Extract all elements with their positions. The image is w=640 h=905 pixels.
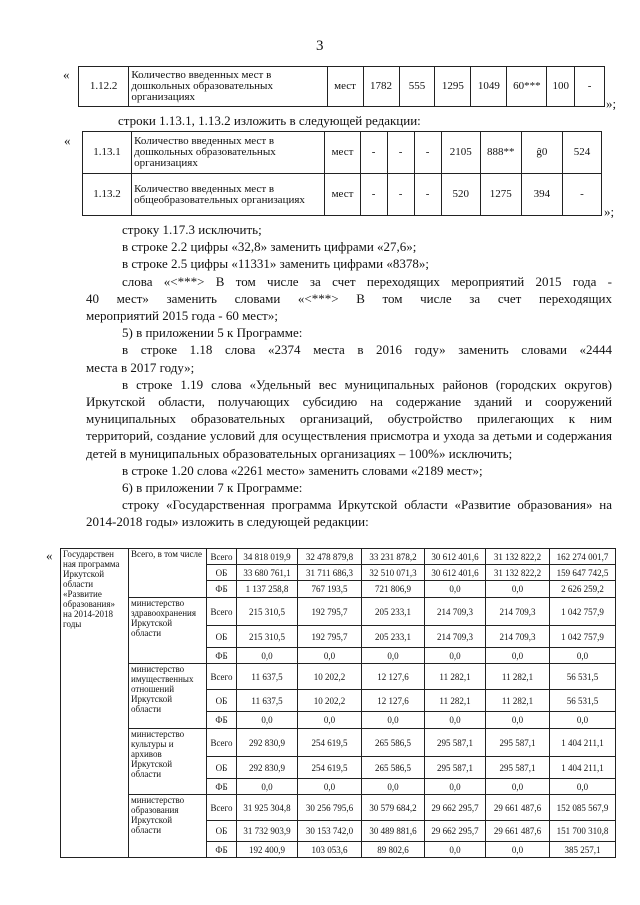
amount-cell: 0,0 [486, 842, 550, 858]
value-cell: 394 [521, 174, 562, 216]
amount-cell: 11 282,1 [486, 664, 550, 690]
amount-cell: 159 647 742,5 [550, 565, 616, 581]
funding-type-cell: ФБ [207, 581, 237, 598]
row-unit: мест [325, 132, 360, 174]
value-cell: - [360, 174, 387, 216]
paragraph: в строке 1.19 слова «Удельный вес муниципальных районов (городских округов) Иркутской области, получающих субсидию на содержание зданий и сооружений муниципальных образовательных организаций, обустройство прилегающих к ним территорий, создание условий для осуществления присмотра и ухода за детьми и содержания детей в муниципальных образовательных организациях – 100%» исключить; [86, 376, 612, 461]
amount-cell: 0,0 [486, 779, 550, 795]
amount-cell: 30 612 401,6 [425, 565, 486, 581]
amount-cell: 214 709,3 [486, 598, 550, 626]
amount-cell: 0,0 [425, 648, 486, 664]
paragraph-rows-intro: строки 1.13.1, 1.13.2 изложить в следующей редакции: [118, 113, 421, 128]
table-row [61, 664, 616, 690]
paragraph: 40 мест» заменить словами «<***> В том числе за счет переходящих [86, 290, 612, 306]
amount-cell: 1 404 211,1 [550, 757, 616, 779]
table-row [61, 598, 616, 626]
row-code: 1.12.2 [79, 67, 129, 107]
paragraph: мероприятий 2015 года - 60 мест»; [86, 308, 278, 324]
amount-cell: 767 193,5 [298, 581, 362, 598]
row-description: Количество введенных мест в дошкольных образовательных организациях [129, 67, 327, 107]
amount-cell: 0,0 [298, 712, 362, 729]
funding-type-cell: ФБ [207, 842, 237, 858]
amount-cell: 31 132 822,2 [486, 565, 550, 581]
amount-cell: 151 700 310,8 [550, 821, 616, 842]
amount-cell: 32 510 071,3 [362, 565, 425, 581]
amount-cell: 11 637,5 [237, 690, 298, 712]
amount-cell: 1 042 757,9 [550, 598, 616, 626]
value-cell: - [562, 174, 601, 216]
amount-cell: 215 310,5 [237, 598, 298, 626]
amount-cell: 0,0 [425, 842, 486, 858]
paragraph: строку 1.17.3 исключить; [122, 222, 262, 237]
amount-cell: 12 127,6 [362, 690, 425, 712]
amount-cell: 0,0 [237, 779, 298, 795]
funding-type-cell: Всего [207, 598, 237, 626]
table-row [79, 67, 605, 107]
amount-cell: 11 282,1 [425, 664, 486, 690]
amount-cell: 31 732 903,9 [237, 821, 298, 842]
table-row [61, 795, 616, 821]
value-cell: - [575, 67, 605, 107]
amount-cell: 152 085 567,9 [550, 795, 616, 821]
value-cell: ĝ0 [521, 132, 562, 174]
executor-cell: министерство образования Иркутской области [129, 795, 207, 858]
amount-cell: 254 619,5 [298, 757, 362, 779]
amount-cell: 2 626 259,2 [550, 581, 616, 598]
amount-cell: 265 586,5 [362, 729, 425, 757]
amount-cell: 11 637,5 [237, 664, 298, 690]
amount-cell: 1 404 211,1 [550, 729, 616, 757]
value-cell: - [387, 132, 414, 174]
executor-cell: министерство здравоохранения Иркутской области [129, 598, 207, 664]
funding-type-cell: ОБ [207, 565, 237, 581]
amount-cell: 0,0 [550, 712, 616, 729]
amount-cell: 215 310,5 [237, 626, 298, 648]
paragraph: места в 2017 году»; [86, 359, 195, 375]
amount-cell: 30 579 684,2 [362, 795, 425, 821]
amount-cell: 292 830,9 [237, 729, 298, 757]
row-unit: мест [325, 174, 360, 216]
amount-cell: 254 619,5 [298, 729, 362, 757]
amount-cell: 265 586,5 [362, 757, 425, 779]
funding-type-cell: ОБ [207, 690, 237, 712]
value-cell: 555 [399, 67, 435, 107]
quote-close: »; [604, 204, 615, 219]
page-number: 3 [316, 38, 324, 54]
paragraph: в строке 1.20 слова «2261 место» заменить словами «2189 мест»; [122, 462, 483, 478]
value-cell: - [414, 174, 441, 216]
paragraph: в строке 2.5 цифры «11331» заменить цифрами «8378»; [122, 256, 429, 272]
funding-type-cell: Всего [207, 664, 237, 690]
amount-cell: 0,0 [298, 779, 362, 795]
amount-cell: 721 806,9 [362, 581, 425, 598]
amount-cell: 30 153 742,0 [298, 821, 362, 842]
indicator-table-1-12-2 [78, 66, 605, 107]
amount-cell: 11 282,1 [486, 690, 550, 712]
amount-cell: 0,0 [362, 779, 425, 795]
paragraph: 5) в приложении 5 к Программе: [122, 325, 303, 341]
amount-cell: 0,0 [237, 712, 298, 729]
amount-cell: 29 661 487,6 [486, 821, 550, 842]
amount-cell: 103 053,6 [298, 842, 362, 858]
amount-cell: 0,0 [486, 712, 550, 729]
value-cell: 1049 [471, 67, 507, 107]
table-row [83, 174, 602, 216]
value-cell: - [387, 174, 414, 216]
quote-open: « [46, 548, 53, 563]
amount-cell: 214 709,3 [486, 626, 550, 648]
amount-cell: 1 042 757,9 [550, 626, 616, 648]
amount-cell: 10 202,2 [298, 664, 362, 690]
amount-cell: 34 818 019,9 [237, 549, 298, 565]
amount-cell: 0,0 [362, 648, 425, 664]
row-code: 1.13.1 [83, 132, 132, 174]
amount-cell: 33 231 878,2 [362, 549, 425, 565]
executor-cell: министерство имущественных отношений Иркутской области [129, 664, 207, 729]
value-cell: 60*** [507, 67, 547, 107]
amount-cell: 295 587,1 [486, 729, 550, 757]
amount-cell: 12 127,6 [362, 664, 425, 690]
table-row [61, 729, 616, 757]
amount-cell: 29 661 487,6 [486, 795, 550, 821]
amount-cell: 29 662 295,7 [425, 821, 486, 842]
amount-cell: 0,0 [550, 779, 616, 795]
amount-cell: 385 257,1 [550, 842, 616, 858]
table-row [61, 549, 616, 565]
value-cell: 1275 [480, 174, 521, 216]
paragraph: в строке 1.18 слова «2374 места в 2016 году» заменить словами «2444 [122, 342, 612, 358]
amount-cell: 32 478 879,8 [298, 549, 362, 565]
amount-cell: 0,0 [425, 779, 486, 795]
amount-cell: 30 256 795,6 [298, 795, 362, 821]
value-cell: 100 [547, 67, 575, 107]
amount-cell: 30 612 401,6 [425, 549, 486, 565]
program-name-cell: Государствен ная программа Иркутской области «Развитие образования» на 2014-2018 годы [61, 549, 129, 858]
paragraph: 6) в приложении 7 к Программе: [122, 480, 303, 496]
value-cell: 520 [441, 174, 480, 216]
row-description: Количество введенных мест в общеобразовательных организациях [132, 174, 325, 216]
amount-cell: 192 795,7 [298, 626, 362, 648]
funding-type-cell: ОБ [207, 626, 237, 648]
amendment-text [86, 221, 612, 531]
amount-cell: 31 132 822,2 [486, 549, 550, 565]
table-row [83, 132, 602, 174]
quote-close: »; [606, 96, 617, 111]
amount-cell: 33 680 761,1 [237, 565, 298, 581]
amount-cell: 162 274 001,7 [550, 549, 616, 565]
funding-type-cell: ФБ [207, 648, 237, 664]
amount-cell: 192 400,9 [237, 842, 298, 858]
funding-type-cell: Всего [207, 795, 237, 821]
amount-cell: 0,0 [550, 648, 616, 664]
amount-cell: 56 531,5 [550, 664, 616, 690]
row-code: 1.13.2 [83, 174, 132, 216]
amount-cell: 1 137 258,8 [237, 581, 298, 598]
value-cell: 1782 [363, 67, 399, 107]
amount-cell: 89 802,6 [362, 842, 425, 858]
amount-cell: 29 662 295,7 [425, 795, 486, 821]
indicator-table-1-13 [82, 131, 602, 216]
amount-cell: 31 711 686,3 [298, 565, 362, 581]
executor-cell: Всего, в том числе [129, 549, 207, 598]
value-cell: - [414, 132, 441, 174]
program-budget-table [60, 548, 616, 858]
amount-cell: 292 830,9 [237, 757, 298, 779]
amount-cell: 214 709,3 [425, 598, 486, 626]
amount-cell: 0,0 [486, 581, 550, 598]
amount-cell: 0,0 [298, 648, 362, 664]
amount-cell: 0,0 [425, 712, 486, 729]
executor-cell: министерство культуры и архивов Иркутской области [129, 729, 207, 795]
quote-open: « [64, 133, 71, 148]
row-unit: мест [327, 67, 363, 107]
amount-cell: 10 202,2 [298, 690, 362, 712]
quote-open: « [63, 67, 70, 82]
paragraph: строку «Государственная программа Иркутской области «Развитие образования» на 2014-2018 годы» изложить в следующей редакции: [86, 497, 612, 530]
amount-cell: 295 587,1 [425, 757, 486, 779]
amount-cell: 295 587,1 [425, 729, 486, 757]
amount-cell: 0,0 [486, 648, 550, 664]
funding-type-cell: Всего [207, 549, 237, 565]
amount-cell: 205 233,1 [362, 626, 425, 648]
amount-cell: 0,0 [425, 581, 486, 598]
paragraph: в строке 2.2 цифры «32,8» заменить цифрами «27,6»; [122, 239, 417, 255]
paragraph: слова «<***> В том числе за счет переходящих мероприятий 2015 года - [122, 273, 612, 289]
amount-cell: 30 489 881,6 [362, 821, 425, 842]
amount-cell: 56 531,5 [550, 690, 616, 712]
amount-cell: 11 282,1 [425, 690, 486, 712]
amount-cell: 295 587,1 [486, 757, 550, 779]
amount-cell: 192 795,7 [298, 598, 362, 626]
funding-type-cell: ОБ [207, 821, 237, 842]
amount-cell: 0,0 [237, 648, 298, 664]
value-cell: 524 [562, 132, 601, 174]
funding-type-cell: ОБ [207, 757, 237, 779]
amount-cell: 0,0 [362, 712, 425, 729]
row-description: Количество введенных мест в дошкольных образовательных организациях [132, 132, 325, 174]
value-cell: 2105 [441, 132, 480, 174]
value-cell: - [360, 132, 387, 174]
funding-type-cell: ФБ [207, 712, 237, 729]
amount-cell: 205 233,1 [362, 598, 425, 626]
funding-type-cell: ФБ [207, 779, 237, 795]
funding-type-cell: Всего [207, 729, 237, 757]
amount-cell: 214 709,3 [425, 626, 486, 648]
value-cell: 888** [480, 132, 521, 174]
value-cell: 1295 [435, 67, 471, 107]
amount-cell: 31 925 304,8 [237, 795, 298, 821]
